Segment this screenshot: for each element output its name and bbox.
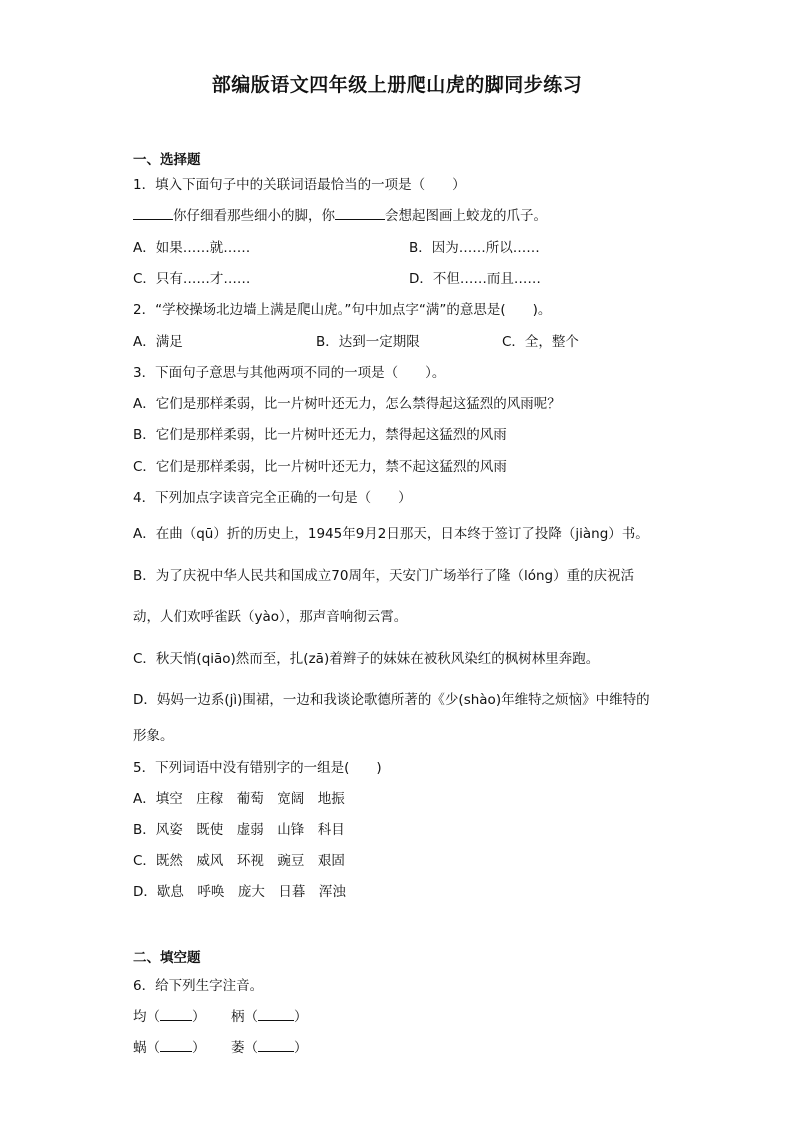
question-4-option-d-cont: 形象。 — [133, 728, 174, 744]
question-5-option-a: A．填空 庄稼 葡萄 宽阔 地振 — [133, 791, 345, 807]
section-heading-fill: 二、填空题 — [133, 950, 201, 966]
item-close: ） — [294, 1009, 308, 1025]
question-1-option-b: B．因为……所以…… — [409, 240, 540, 256]
question-1-option-c: C．只有……才…… — [133, 271, 251, 287]
section-heading-choice: 一、选择题 — [133, 152, 201, 168]
fill-blank — [335, 207, 385, 220]
question-1-sentence — [133, 204, 547, 224]
item-char: 均（ — [133, 1009, 160, 1025]
page-title: 部编版语文四年级上册爬山虎的脚同步练习 — [211, 74, 583, 96]
question-2-option-a: A．满足 — [133, 334, 183, 350]
sentence-part: 会想起图画上蛟龙的爪子。 — [385, 208, 547, 224]
question-4-option-c: C．秋天悄(qiāo)然而至，扎(zā)着辫子的妹妹在被秋风染红的枫树林里奔跑。 — [133, 651, 600, 667]
question-3-option-c: C．它们是那样柔弱，比一片树叶还无力，禁不起这猛烈的风雨 — [133, 459, 507, 475]
question-3-option-b: B．它们是那样柔弱，比一片树叶还无力，禁得起这猛烈的风雨 — [133, 427, 507, 443]
question-6-item — [231, 1036, 308, 1056]
fill-blank — [258, 1039, 294, 1052]
question-5-option-d: D．歇息 呼唤 庞大 日暮 浑浊 — [133, 884, 346, 900]
item-char: 柄（ — [231, 1009, 258, 1025]
question-3-stem: 3．下面句子意思与其他两项不同的一项是（ ）。 — [133, 365, 446, 381]
question-5-stem: 5．下列词语中没有错别字的一组是( ) — [133, 760, 382, 776]
question-4-option-b: B．为了庆祝中华人民共和国成立70周年，天安门广场举行了隆（lóng）重的庆祝活 — [133, 568, 635, 584]
item-close: ） — [192, 1040, 206, 1056]
question-4-option-b-cont: 动，人们欢呼雀跃（yào），那声音响彻云霄。 — [133, 609, 408, 625]
question-5-option-b: B．风姿 既使 虚弱 山锋 科目 — [133, 822, 345, 838]
item-char: 萎（ — [231, 1040, 258, 1056]
fill-blank — [258, 1008, 294, 1021]
question-2-option-b: B．达到一定期限 — [316, 334, 420, 350]
item-close: ） — [192, 1009, 206, 1025]
question-1-option-d: D．不但……而且…… — [409, 271, 541, 287]
question-1-stem: 1．填入下面句子中的关联词语最恰当的一项是（ ） — [133, 177, 466, 193]
item-close: ） — [294, 1040, 308, 1056]
question-5-option-c: C．既然 威风 环视 豌豆 艰固 — [133, 853, 345, 869]
question-4-stem: 4．下列加点字读音完全正确的一句是（ ） — [133, 490, 412, 506]
question-3-option-a: A．它们是那样柔弱，比一片树叶还无力，怎么禁得起这猛烈的风雨呢？ — [133, 396, 561, 412]
question-2-stem: 2．“学校操场北边墙上满是爬山虎。”句中加点字“满”的意思是( )。 — [133, 302, 552, 318]
fill-blank — [133, 207, 173, 220]
question-6-item — [133, 1005, 206, 1025]
question-4-option-d: D．妈妈一边系(jì)围裙，一边和我谈论歌德所著的《少(shào)年维特之烦恼》中维特的 — [133, 692, 650, 708]
question-6-item — [231, 1005, 308, 1025]
item-char: 蜗（ — [133, 1040, 160, 1056]
question-4-option-a: A．在曲（qū）折的历史上，1945年9月2日那天，日本终于签订了投降（jiàng）书。 — [133, 526, 649, 542]
fill-blank — [160, 1039, 192, 1052]
question-6-stem: 6．给下列生字注音。 — [133, 978, 264, 994]
question-2-option-c: C．全，整个 — [502, 334, 579, 350]
question-6-item — [133, 1036, 206, 1056]
question-1-option-a: A．如果……就…… — [133, 240, 251, 256]
sentence-part: 你仔细看那些细小的脚，你 — [173, 208, 335, 224]
fill-blank — [160, 1008, 192, 1021]
